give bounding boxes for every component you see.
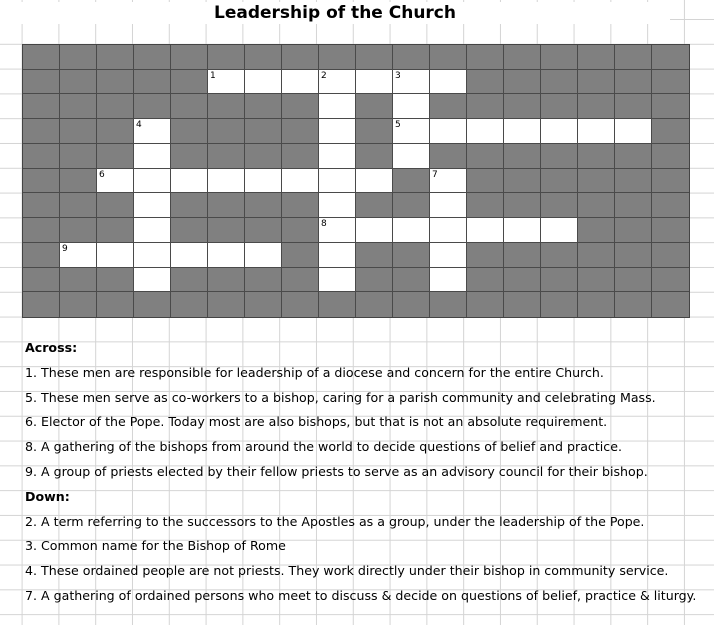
- crossword-grid: [22, 44, 690, 318]
- crossword-cell-blocked: [504, 243, 541, 268]
- crossword-cell-blocked: [171, 193, 208, 218]
- crossword-cell-blocked: [393, 193, 430, 218]
- crossword-cell-open[interactable]: [504, 119, 541, 144]
- across-heading: Across:: [25, 340, 78, 355]
- crossword-cell-blocked: [467, 169, 504, 194]
- crossword-cell-blocked: [134, 70, 171, 95]
- crossword-cell-blocked: [282, 268, 319, 293]
- clue-number: 6: [99, 169, 105, 180]
- crossword-cell-blocked: [134, 94, 171, 119]
- crossword-cell-open[interactable]: [393, 119, 430, 144]
- crossword-cell-open[interactable]: [208, 169, 245, 194]
- clue-number: 5: [395, 120, 401, 131]
- crossword-cell-blocked: [245, 218, 282, 243]
- crossword-cell-open[interactable]: [393, 218, 430, 243]
- crossword-cell-blocked: [23, 94, 60, 119]
- crossword-cell-blocked: [393, 45, 430, 70]
- crossword-cell-blocked: [652, 193, 689, 218]
- crossword-cell-open[interactable]: [430, 268, 467, 293]
- crossword-cell-blocked: [467, 193, 504, 218]
- crossword-cell-blocked: [615, 169, 652, 194]
- crossword-cell-open[interactable]: [430, 193, 467, 218]
- crossword-cell-blocked: [615, 292, 652, 317]
- crossword-cell-blocked: [171, 45, 208, 70]
- crossword-cell-blocked: [541, 70, 578, 95]
- crossword-cell-blocked: [578, 169, 615, 194]
- crossword-cell-blocked: [356, 144, 393, 169]
- crossword-cell-open[interactable]: [134, 193, 171, 218]
- crossword-cell-blocked: [171, 119, 208, 144]
- crossword-cell-blocked: [23, 243, 60, 268]
- crossword-cell-open[interactable]: [134, 144, 171, 169]
- crossword-cell-blocked: [504, 45, 541, 70]
- crossword-cell-open[interactable]: [282, 169, 319, 194]
- across-clue: 5. These men serve as co-workers to a bishop, caring for a parish community and celebrating Mass.: [25, 389, 656, 405]
- crossword-cell-blocked: [171, 70, 208, 95]
- crossword-cell-blocked: [60, 292, 97, 317]
- crossword-cell-open[interactable]: [319, 218, 356, 243]
- crossword-cell-blocked: [615, 45, 652, 70]
- crossword-cell-blocked: [578, 268, 615, 293]
- crossword-cell-blocked: [578, 45, 615, 70]
- crossword-cell-blocked: [97, 268, 134, 293]
- crossword-cell-blocked: [541, 169, 578, 194]
- crossword-cell-blocked: [60, 193, 97, 218]
- crossword-cell-blocked: [97, 292, 134, 317]
- crossword-cell-open[interactable]: [134, 119, 171, 144]
- across-clue: 8. A gathering of the bishops from around the world to decide questions of belief and practice.: [25, 439, 622, 455]
- crossword-cell-open[interactable]: [578, 119, 615, 144]
- crossword-cell-blocked: [245, 94, 282, 119]
- crossword-cell-open[interactable]: [393, 144, 430, 169]
- crossword-cell-blocked: [23, 119, 60, 144]
- crossword-cell-blocked: [208, 45, 245, 70]
- crossword-cell-blocked: [652, 45, 689, 70]
- crossword-cell-blocked: [615, 268, 652, 293]
- crossword-cell-open[interactable]: [245, 169, 282, 194]
- crossword-cell-blocked: [578, 144, 615, 169]
- crossword-cell-blocked: [615, 94, 652, 119]
- crossword-cell-blocked: [652, 292, 689, 317]
- crossword-cell-open[interactable]: [319, 144, 356, 169]
- crossword-cell-blocked: [282, 144, 319, 169]
- crossword-cell-blocked: [578, 70, 615, 95]
- crossword-cell-blocked: [23, 70, 60, 95]
- crossword-cell-blocked: [578, 193, 615, 218]
- crossword-cell-blocked: [541, 45, 578, 70]
- crossword-cell-open[interactable]: [282, 70, 319, 95]
- crossword-cell-blocked: [23, 45, 60, 70]
- crossword-cell-blocked: [282, 292, 319, 317]
- crossword-cell-blocked: [245, 268, 282, 293]
- crossword-cell-blocked: [208, 193, 245, 218]
- crossword-cell-blocked: [60, 45, 97, 70]
- clue-number: 1: [210, 70, 216, 81]
- crossword-cell-open[interactable]: [134, 218, 171, 243]
- crossword-cell-blocked: [171, 144, 208, 169]
- crossword-cell-open[interactable]: [430, 243, 467, 268]
- crossword-cell-blocked: [356, 243, 393, 268]
- crossword-cell-blocked: [615, 70, 652, 95]
- crossword-cell-open[interactable]: [319, 119, 356, 144]
- crossword-cell-blocked: [208, 268, 245, 293]
- crossword-cell-open[interactable]: [97, 243, 134, 268]
- crossword-cell-blocked: [208, 218, 245, 243]
- crossword-cell-blocked: [615, 193, 652, 218]
- crossword-cell-blocked: [60, 70, 97, 95]
- crossword-cell-blocked: [97, 193, 134, 218]
- crossword-cell-blocked: [23, 218, 60, 243]
- crossword-cell-blocked: [393, 292, 430, 317]
- crossword-cell-blocked: [504, 144, 541, 169]
- crossword-cell-blocked: [97, 119, 134, 144]
- crossword-cell-open[interactable]: [504, 218, 541, 243]
- crossword-cell-blocked: [60, 169, 97, 194]
- crossword-cell-blocked: [652, 94, 689, 119]
- crossword-cell-blocked: [245, 292, 282, 317]
- crossword-cell-blocked: [615, 218, 652, 243]
- crossword-cell-blocked: [541, 268, 578, 293]
- crossword-cell-blocked: [23, 193, 60, 218]
- crossword-cell-blocked: [504, 70, 541, 95]
- crossword-cell-open[interactable]: [319, 169, 356, 194]
- crossword-cell-blocked: [171, 94, 208, 119]
- across-clue: 6. Elector of the Pope. Today most are also bishops, but that is not an absolute requirement.: [25, 414, 608, 430]
- crossword-cell-open[interactable]: [319, 268, 356, 293]
- crossword-cell-blocked: [60, 119, 97, 144]
- crossword-cell-blocked: [356, 119, 393, 144]
- clue-number: 2: [321, 70, 327, 81]
- crossword-cell-blocked: [356, 193, 393, 218]
- crossword-cell-open[interactable]: [319, 243, 356, 268]
- crossword-cell-blocked: [393, 243, 430, 268]
- crossword-cell-blocked: [171, 218, 208, 243]
- crossword-cell-open[interactable]: [171, 169, 208, 194]
- across-clue-list: [25, 361, 705, 485]
- down-clue: 3. Common name for the Bishop of Rome: [25, 538, 286, 554]
- crossword-cell-blocked: [541, 243, 578, 268]
- clues-section: [25, 336, 705, 609]
- crossword-cell-blocked: [467, 94, 504, 119]
- crossword-cell-blocked: [356, 45, 393, 70]
- crossword-cell-open[interactable]: [430, 218, 467, 243]
- crossword-cell-blocked: [504, 94, 541, 119]
- crossword-cell-open[interactable]: [430, 169, 467, 194]
- crossword-cell-open[interactable]: [60, 243, 97, 268]
- crossword-cell-blocked: [652, 70, 689, 95]
- down-clue: 2. A term referring to the successors to the Apostles as a group, under the leadership of the Pope.: [25, 513, 645, 529]
- crossword-cell-blocked: [208, 94, 245, 119]
- crossword-cell-blocked: [615, 144, 652, 169]
- crossword-cell-blocked: [356, 292, 393, 317]
- crossword-cell-blocked: [60, 94, 97, 119]
- page-title-text: Leadership of the Church: [214, 3, 456, 23]
- crossword-cell-blocked: [467, 70, 504, 95]
- crossword-cell-open[interactable]: [541, 119, 578, 144]
- crossword-cell-blocked: [467, 45, 504, 70]
- down-clue: 7. A gathering of ordained persons who meet to discuss & decide on questions of belief, practice & liturgy.: [25, 587, 697, 603]
- crossword-cell-open[interactable]: [208, 243, 245, 268]
- clue-number: 9: [62, 243, 68, 254]
- crossword-cell-blocked: [134, 45, 171, 70]
- crossword-cell-blocked: [282, 119, 319, 144]
- crossword-cell-blocked: [504, 169, 541, 194]
- crossword-cell-blocked: [504, 292, 541, 317]
- crossword-cell-open[interactable]: [467, 218, 504, 243]
- crossword-cell-open[interactable]: [356, 169, 393, 194]
- crossword-cell-blocked: [282, 45, 319, 70]
- crossword-cell-blocked: [578, 292, 615, 317]
- crossword-cell-blocked: [245, 45, 282, 70]
- crossword-cell-blocked: [208, 144, 245, 169]
- crossword-cell-blocked: [356, 268, 393, 293]
- crossword-cell-open[interactable]: [356, 70, 393, 95]
- crossword-cell-blocked: [23, 144, 60, 169]
- crossword-cell-blocked: [652, 119, 689, 144]
- crossword-cell-blocked: [578, 218, 615, 243]
- down-clue-list: [25, 510, 705, 609]
- crossword-cell-blocked: [208, 292, 245, 317]
- crossword-cell-blocked: [578, 243, 615, 268]
- crossword-cell-blocked: [356, 94, 393, 119]
- crossword-cell-blocked: [652, 144, 689, 169]
- crossword-cell-blocked: [578, 94, 615, 119]
- crossword-cell-blocked: [541, 193, 578, 218]
- crossword-cell-open[interactable]: [97, 169, 134, 194]
- crossword-cell-blocked: [97, 144, 134, 169]
- page-title: [0, 2, 670, 24]
- crossword-cell-open[interactable]: [393, 94, 430, 119]
- crossword-cell-open[interactable]: [319, 94, 356, 119]
- crossword-cell-blocked: [282, 243, 319, 268]
- down-heading: Down:: [25, 488, 70, 504]
- crossword-cell-blocked: [171, 292, 208, 317]
- crossword-cell-blocked: [319, 45, 356, 70]
- crossword-cell-open[interactable]: [245, 243, 282, 268]
- crossword-cell-blocked: [467, 268, 504, 293]
- crossword-cell-blocked: [23, 169, 60, 194]
- crossword-cell-blocked: [208, 119, 245, 144]
- crossword-cell-open[interactable]: [134, 243, 171, 268]
- crossword-cell-blocked: [245, 119, 282, 144]
- crossword-cell-open[interactable]: [134, 268, 171, 293]
- crossword-cell-blocked: [393, 169, 430, 194]
- crossword-cell-blocked: [60, 144, 97, 169]
- across-clue: 1. These men are responsible for leadership of a diocese and concern for the entire Church.: [25, 364, 604, 380]
- crossword-cell-blocked: [652, 243, 689, 268]
- clue-number: 7: [432, 169, 438, 180]
- crossword-cell-open[interactable]: [171, 243, 208, 268]
- crossword-cell-open[interactable]: [356, 218, 393, 243]
- crossword-cell-blocked: [282, 193, 319, 218]
- crossword-cell-blocked: [467, 292, 504, 317]
- crossword-cell-open[interactable]: [467, 119, 504, 144]
- across-clue: 9. A group of priests elected by their fellow priests to serve as an advisory council for their bishop.: [25, 463, 648, 479]
- crossword-cell-open[interactable]: [245, 70, 282, 95]
- crossword-cell-blocked: [134, 292, 171, 317]
- clue-number: 8: [321, 219, 327, 230]
- down-clue: 4. These ordained people are not priests. They work directly under their bishop in community service.: [25, 563, 669, 579]
- crossword-cell-blocked: [652, 169, 689, 194]
- crossword-cell-open[interactable]: [134, 169, 171, 194]
- crossword-cell-blocked: [23, 268, 60, 293]
- crossword-cell-blocked: [60, 268, 97, 293]
- crossword-cell-blocked: [393, 268, 430, 293]
- crossword-cell-blocked: [430, 144, 467, 169]
- crossword-cell-blocked: [430, 94, 467, 119]
- crossword-cell-blocked: [467, 144, 504, 169]
- crossword-cell-blocked: [23, 292, 60, 317]
- crossword-cell-open[interactable]: [208, 70, 245, 95]
- crossword-cell-blocked: [319, 292, 356, 317]
- crossword-cell-blocked: [541, 144, 578, 169]
- crossword-cell-blocked: [541, 292, 578, 317]
- crossword-cell-open[interactable]: [393, 70, 430, 95]
- crossword-cell-blocked: [282, 218, 319, 243]
- crossword-cell-blocked: [171, 268, 208, 293]
- crossword-cell-blocked: [467, 243, 504, 268]
- crossword-cell-open[interactable]: [541, 218, 578, 243]
- crossword-cell-open[interactable]: [615, 119, 652, 144]
- crossword-cell-blocked: [97, 70, 134, 95]
- crossword-cell-blocked: [97, 94, 134, 119]
- crossword-cell-blocked: [652, 268, 689, 293]
- crossword-cell-blocked: [245, 193, 282, 218]
- crossword-cell-open[interactable]: [430, 119, 467, 144]
- crossword-cell-blocked: [504, 193, 541, 218]
- crossword-cell-open[interactable]: [319, 193, 356, 218]
- crossword-cell-blocked: [652, 218, 689, 243]
- crossword-cell-blocked: [97, 45, 134, 70]
- clue-number: 4: [136, 120, 142, 131]
- crossword-cell-blocked: [504, 268, 541, 293]
- crossword-cell-blocked: [60, 218, 97, 243]
- crossword-cell-blocked: [282, 94, 319, 119]
- crossword-cell-blocked: [430, 292, 467, 317]
- crossword-cell-blocked: [245, 144, 282, 169]
- crossword-cell-open[interactable]: [430, 70, 467, 95]
- crossword-cell-blocked: [430, 45, 467, 70]
- crossword-cell-blocked: [541, 94, 578, 119]
- crossword-cell-blocked: [97, 218, 134, 243]
- crossword-cell-blocked: [615, 243, 652, 268]
- clue-number: 3: [395, 70, 401, 81]
- crossword-cell-open[interactable]: [319, 70, 356, 95]
